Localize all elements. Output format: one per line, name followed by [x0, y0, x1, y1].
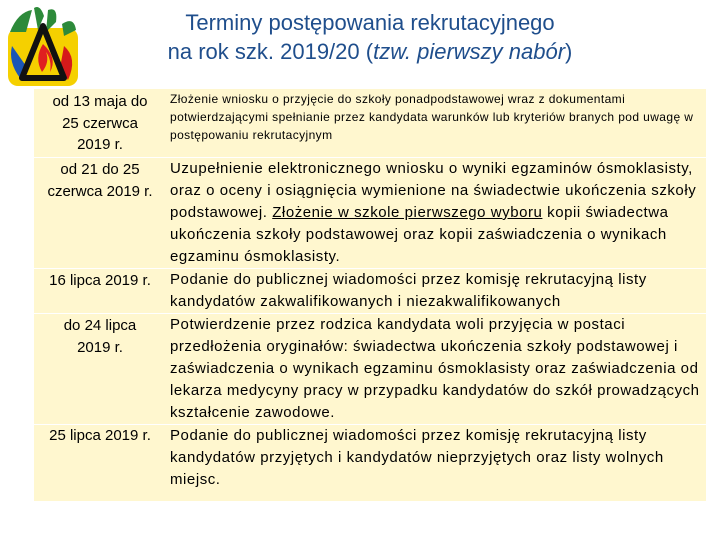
date-line: do 24 lipca — [63, 317, 137, 334]
date-line: 2019 r. — [77, 338, 123, 356]
schedule-row — [34, 313, 706, 424]
schedule-date — [34, 269, 166, 313]
schedule-date — [34, 425, 166, 501]
schedule-description: Złożenie wniosku o przyjęcie do szkoły ponadpodstawowej wraz z dokumentami potwierdzającymi spełnianie przez kandydata warunków lub kryteriów branych pod uwagę w postępowaniu rekrutacyjnym — [170, 92, 694, 142]
schedule-row — [34, 268, 706, 313]
schedule-row — [34, 157, 706, 268]
title-line-2 — [100, 37, 640, 66]
schedule-description: Potwierdzenie przez rodzica kandydata woli przyjęcia w postaci przedłożenia oryginałów: świadectwa ukończenia szkoły podstawowej i zaświadczenia o wynikach egzaminu ósmoklasisty oraz zaświadczenia od lekarza medycyny pracy w przypadku kandydatów do szkół prowadzących kształcenie zawodowe. — [170, 316, 700, 421]
schedule-description: Podanie do publicznej wiadomości przez komisję rekrutacyjną listy kandydatów zakwalifikowanych i niezakwalifikowanych — [170, 271, 647, 310]
schedule-date — [34, 314, 166, 424]
description-underlined-text: Złożenie w szkole pierwszego wyboru — [272, 204, 543, 221]
date-line: 25 lipca 2019 r. — [49, 427, 151, 444]
schedule-table — [34, 89, 706, 501]
date-line: 2019 r. — [77, 136, 123, 153]
schedule-description: Podanie do publicznej wiadomości przez komisję rekrutacyjną listy kandydatów przyjętych i kandydatów nieprzyjętych oraz listy wolnych miejsc. — [170, 427, 664, 488]
date-line: 25 czerwca — [62, 114, 138, 132]
schedule-description — [166, 158, 706, 268]
school-flame-logo-icon — [4, 6, 82, 88]
date-line: od 13 maja do — [52, 93, 148, 110]
schedule-row — [34, 89, 706, 157]
title-line-2-prefix: na rok szk. 2019/20 ( — [167, 39, 374, 64]
schedule-date — [34, 158, 166, 268]
page-title — [100, 8, 640, 66]
schedule-row — [34, 424, 706, 501]
date-line: czerwca 2019 r. — [47, 182, 153, 200]
description-text: kopii świadectwa ukończenia szkoły podstawowej oraz kopii zaświadczenia o wynikach egzaminu ósmoklasisty. — [170, 204, 669, 265]
date-line: od 21 do 25 — [60, 161, 140, 178]
date-line: 16 lipca 2019 r. — [49, 272, 151, 289]
title-line-2-suffix: ) — [565, 39, 573, 64]
schedule-date — [34, 89, 166, 157]
description-text: Uzupełnienie elektronicznego wniosku o wyniki egzaminów ósmoklasisty, oraz o oceny i osiągnięcia wymienione na świadectwie ukończenia szkoły podstawowej. — [170, 160, 697, 221]
title-line-1: Terminy postępowania rekrutacyjnego — [185, 10, 555, 35]
title-line-2-italic: tzw. pierwszy nabór — [373, 39, 566, 64]
